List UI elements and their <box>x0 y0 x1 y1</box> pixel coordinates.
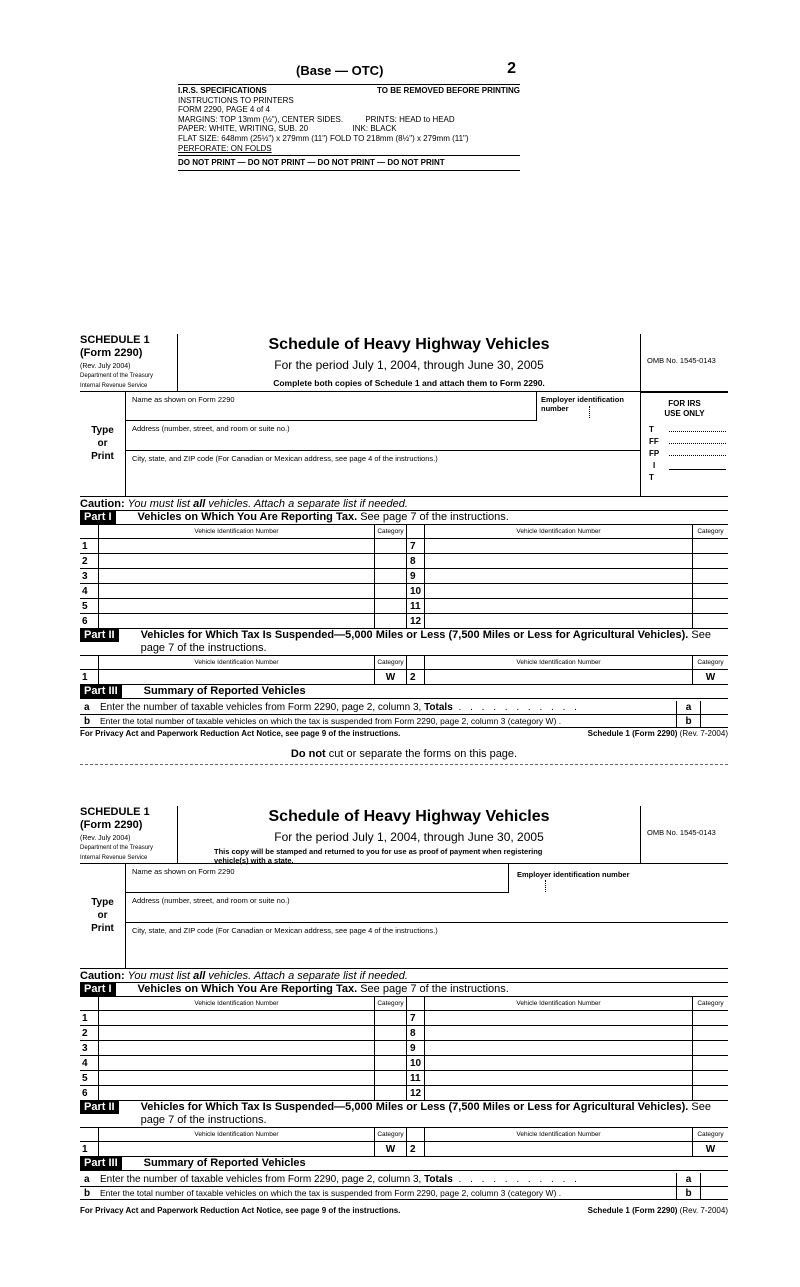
city-field-label: City, state, and ZIP code (For Canadian or Mexican address, see page 4 of the instructions.) <box>132 454 438 463</box>
row-number: 4 <box>82 586 88 597</box>
vehicle-table-header <box>80 525 728 539</box>
row-number: 7 <box>406 1011 424 1025</box>
suspended-row <box>80 1142 728 1157</box>
print-word: Print <box>91 923 114 934</box>
spec-heading-right: TO BE REMOVED BEFORE PRINTING <box>377 86 520 95</box>
name-field-label: Name as shown on Form 2290 <box>132 395 235 404</box>
category-header: Category <box>692 656 728 669</box>
printer-specifications <box>178 60 520 171</box>
category-input[interactable] <box>692 554 728 568</box>
print-word: Print <box>91 451 114 462</box>
category-header: Category <box>374 656 406 669</box>
agency: Internal Revenue Service <box>80 855 148 861</box>
do-not-cut-notice <box>80 748 728 760</box>
row-number: 5 <box>82 601 88 612</box>
vin-input[interactable] <box>98 554 374 568</box>
category-input[interactable] <box>374 1011 406 1025</box>
summary-line-a: a Enter the number of taxable vehicles from Form 2290, page 2, column 3, Totals . . . . . . . . . . . a <box>80 701 728 714</box>
part-1-note: See page 7 of the instructions. <box>357 511 509 523</box>
irs-use-title: FOR IRS <box>668 399 701 408</box>
privacy-notice: For Privacy Act and Paperwork Reduction Act Notice, see page 9 of the instructions. <box>80 729 401 738</box>
part-2-note: See page 7 of the instructions. <box>140 629 711 654</box>
suspended-row <box>80 670 728 685</box>
stamp-note: This copy will be stamped and returned to you for use as proof of payment when registering <box>214 847 543 856</box>
type-word: Type <box>91 897 114 908</box>
or-word: or <box>97 438 108 449</box>
revision-date: (Rev. July 2004) <box>80 835 131 842</box>
vin-input[interactable] <box>98 584 374 598</box>
table-row <box>80 1041 728 1056</box>
line-a-totals: Totals <box>424 1174 453 1185</box>
table-row <box>80 614 728 629</box>
category-input[interactable] <box>692 1071 728 1085</box>
part-3-title: Summary of Reported Vehicles <box>143 685 306 697</box>
spec-heading-left: I.R.S. SPECIFICATIONS <box>178 86 267 95</box>
vin-input[interactable] <box>98 1026 374 1040</box>
category-w: W <box>374 670 406 684</box>
omb-number: OMB No. 1545-0143 <box>640 806 728 864</box>
row-number: 10 <box>406 1056 424 1070</box>
vin-header: Vehicle Identification Number <box>98 997 374 1010</box>
part-2-header <box>80 1101 728 1128</box>
line-b-text: Enter the total number of taxable vehicles on which the tax is suspended from Form 2290, page 2, column 3 (category W) <box>100 716 557 726</box>
row-number: 9 <box>406 1041 424 1055</box>
part-1-label: Part I <box>80 511 116 524</box>
category-input[interactable] <box>374 539 406 553</box>
vin-header: Vehicle Identification Number <box>424 525 692 538</box>
type-word: Type <box>91 425 114 436</box>
category-input[interactable] <box>374 614 406 628</box>
privacy-notice: For Privacy Act and Paperwork Reduction Act Notice, see page 9 of the instructions. <box>80 1206 401 1215</box>
part-1-label: Part I <box>80 983 116 996</box>
form-header <box>80 334 728 392</box>
part-1-title: Vehicles on Which You Are Reporting Tax. <box>137 983 358 995</box>
tax-period: For the period July 1, 2004, through June 30, 2005 <box>274 830 544 844</box>
category-w: W <box>692 670 728 684</box>
footer-form-id: Schedule 1 (Form 2290) <box>587 1206 678 1215</box>
name-field-label: Name as shown on Form 2290 <box>132 867 235 876</box>
taxpayer-identification <box>80 864 728 969</box>
ein-field-label: Employer identification number <box>541 395 624 413</box>
spec-line: PAPER: WHITE, WRITING, SUB. 20 INK: BLACK <box>178 124 397 134</box>
row-number: 6 <box>82 616 88 627</box>
vehicle-table-header <box>80 997 728 1011</box>
vin-input[interactable] <box>98 1071 374 1085</box>
caution-label: Caution: <box>80 970 125 982</box>
spec-line: FLAT SIZE: 648mm (25½") x 279mm (11") FOLD TO 218mm (8½") x 279mm (11") <box>178 133 469 143</box>
category-input[interactable] <box>374 569 406 583</box>
row-number: 2 <box>82 556 88 567</box>
form-footer <box>80 727 728 738</box>
form-title: Schedule of Heavy Highway Vehicles <box>268 808 550 825</box>
name-field[interactable] <box>126 864 508 893</box>
suspended-table-header <box>80 656 728 670</box>
part-3-header <box>80 685 728 699</box>
part-2-header <box>80 629 728 656</box>
table-row <box>80 1056 728 1071</box>
part-2-label: Part II <box>80 629 119 642</box>
part-1-title: Vehicles on Which You Are Reporting Tax. <box>137 511 358 523</box>
part-3-label: Part III <box>80 1157 122 1170</box>
tax-period: For the period July 1, 2004, through June 30, 2005 <box>274 358 544 372</box>
category-input[interactable] <box>692 539 728 553</box>
vin-header: Vehicle Identification Number <box>424 656 692 669</box>
vin-header: Vehicle Identification Number <box>98 1128 374 1141</box>
summary-line-a: a Enter the number of taxable vehicles from Form 2290, page 2, column 3, Totals . . . . . . . . . . . a <box>80 1173 728 1186</box>
category-input[interactable] <box>374 554 406 568</box>
row-number: 2 <box>406 670 424 684</box>
row-number: 10 <box>406 584 424 598</box>
table-row <box>80 1071 728 1086</box>
box-letter: a <box>676 701 700 714</box>
schedule-copy-1 <box>80 334 728 738</box>
caution-line <box>80 497 728 511</box>
form-header <box>80 806 728 864</box>
caution-post: vehicles. Attach a separate list if needed. <box>205 970 408 982</box>
city-state-zip-field[interactable] <box>126 451 640 497</box>
box-letter: b <box>676 1187 700 1200</box>
line-a-answer[interactable] <box>700 1173 728 1186</box>
table-row <box>80 554 728 569</box>
spec-perforate: PERFORATE: ON FOLDS <box>178 143 272 153</box>
row-number: 2 <box>406 1142 424 1156</box>
line-letter: a <box>84 1174 90 1185</box>
form-number: (Form 2290) <box>80 347 143 359</box>
do-not-bold: Do not <box>290 748 326 760</box>
table-row <box>80 539 728 554</box>
ein-field[interactable] <box>508 864 728 893</box>
category-input[interactable] <box>692 1086 728 1100</box>
vin-input[interactable] <box>98 1011 374 1025</box>
vin-input[interactable] <box>424 1026 692 1040</box>
line-b-answer[interactable] <box>700 715 728 728</box>
vin-input[interactable] <box>424 539 692 553</box>
do-not-print-banner: DO NOT PRINT — DO NOT PRINT — DO NOT PRINT — DO NOT PRINT <box>178 155 520 171</box>
caution-all: all <box>193 970 206 982</box>
vin-input[interactable] <box>98 1056 374 1070</box>
line-b-text: Enter the total number of taxable vehicles on which the tax is suspended from Form 2290, page 2, column 3 (category W) <box>100 1188 557 1198</box>
row-number: 8 <box>406 1026 424 1040</box>
vin-input[interactable] <box>98 614 374 628</box>
vin-input[interactable] <box>98 539 374 553</box>
category-input[interactable] <box>692 584 728 598</box>
category-input[interactable] <box>692 1056 728 1070</box>
vin-input[interactable] <box>424 1086 692 1100</box>
schedule-label: SCHEDULE 1 <box>80 806 150 818</box>
vin-input[interactable] <box>424 554 692 568</box>
table-row <box>80 584 728 599</box>
table-row <box>80 599 728 614</box>
table-row <box>80 569 728 584</box>
type-or-print-label <box>80 392 126 497</box>
omb-number: OMB No. 1545-0143 <box>640 334 728 392</box>
row-number: 1 <box>82 541 88 552</box>
form-title: Schedule of Heavy Highway Vehicles <box>268 336 550 353</box>
category-header: Category <box>692 1128 728 1141</box>
address-field[interactable] <box>126 421 640 451</box>
line-letter: a <box>84 702 90 713</box>
vin-input[interactable] <box>424 1041 692 1055</box>
taxpayer-identification <box>80 392 728 497</box>
category-input[interactable] <box>692 569 728 583</box>
row-number: 3 <box>82 571 88 582</box>
footer-form-id: Schedule 1 (Form 2290) <box>587 729 678 738</box>
line-b-answer[interactable] <box>700 1187 728 1200</box>
category-header: Category <box>374 1128 406 1141</box>
caution-line <box>80 969 728 983</box>
category-w: W <box>692 1142 728 1156</box>
category-w: W <box>374 1142 406 1156</box>
city-state-zip-field[interactable] <box>126 923 728 969</box>
row-number: 5 <box>82 1073 88 1084</box>
row-number: 11 <box>406 1071 424 1085</box>
spec-line: MARGINS: TOP 13mm (½"), CENTER SIDES. PRINTS: HEAD to HEAD <box>178 114 455 124</box>
row-number: 1 <box>82 1013 88 1024</box>
vin-input[interactable] <box>424 614 692 628</box>
category-input[interactable] <box>374 1071 406 1085</box>
vin-header: Vehicle Identification Number <box>424 1128 692 1141</box>
table-row <box>80 1011 728 1026</box>
line-a-text: Enter the number of taxable vehicles from Form 2290, page 2, column 3, <box>100 702 425 713</box>
vin-input[interactable] <box>424 1071 692 1085</box>
row-number: 1 <box>82 1144 88 1155</box>
caution-post: vehicles. Attach a separate list if needed. <box>205 498 408 510</box>
category-input[interactable] <box>374 1026 406 1040</box>
row-number: 2 <box>82 1028 88 1039</box>
table-row <box>80 1086 728 1101</box>
cut-line <box>80 764 728 765</box>
row-number: 12 <box>406 614 424 628</box>
spec-title: (Base — OTC) <box>296 63 384 78</box>
stamp-note: vehicle(s) with a state. <box>214 856 294 865</box>
category-input[interactable] <box>374 1086 406 1100</box>
name-field[interactable] <box>126 392 536 421</box>
vin-input[interactable] <box>98 1086 374 1100</box>
category-input[interactable] <box>374 1041 406 1055</box>
vin-header: Vehicle Identification Number <box>424 997 692 1010</box>
city-field-label: City, state, and ZIP code (For Canadian or Mexican address, see page 4 of the instructions.) <box>132 926 438 935</box>
irs-code: I <box>653 461 656 470</box>
vin-header: Vehicle Identification Number <box>98 656 374 669</box>
address-field-label: Address (number, street, and room or suite no.) <box>132 424 290 433</box>
irs-code: FP <box>649 449 660 458</box>
category-input[interactable] <box>692 1041 728 1055</box>
category-input[interactable] <box>692 1011 728 1025</box>
row-number: 8 <box>406 554 424 568</box>
part-1-header <box>80 511 728 525</box>
category-input[interactable] <box>692 1026 728 1040</box>
address-field[interactable] <box>126 893 728 923</box>
box-letter: b <box>676 715 700 728</box>
table-row <box>80 1026 728 1041</box>
part-2-title: Vehicles for Which Tax Is Suspended—5,000 Miles or Less (7,500 Miles or Less for Agricultural Vehicles). <box>140 629 689 641</box>
category-input[interactable] <box>692 614 728 628</box>
part-3-label: Part III <box>80 685 122 698</box>
part-2-label: Part II <box>80 1101 119 1114</box>
part-3-title: Summary of Reported Vehicles <box>143 1157 306 1169</box>
row-number: 3 <box>82 1043 88 1054</box>
part-1-note: See page 7 of the instructions. <box>357 983 509 995</box>
line-letter: b <box>84 716 91 727</box>
line-a-text: Enter the number of taxable vehicles from Form 2290, page 2, column 3, <box>100 1174 425 1185</box>
row-number: 6 <box>82 1088 88 1099</box>
vin-input[interactable] <box>424 1056 692 1070</box>
address-field-label: Address (number, street, and room or suite no.) <box>132 896 290 905</box>
footer-revision: (Rev. 7-2004) <box>677 729 728 738</box>
part-2-title: Vehicles for Which Tax Is Suspended—5,000 Miles or Less (7,500 Miles or Less for Agricultural Vehicles). <box>140 1101 689 1113</box>
row-number: 11 <box>406 599 424 613</box>
category-header: Category <box>374 525 406 538</box>
line-a-totals: Totals <box>424 702 453 713</box>
ein-field[interactable] <box>536 392 640 421</box>
part-1-header <box>80 983 728 997</box>
irs-use-subtitle: USE ONLY <box>664 409 705 418</box>
suspended-table-header <box>80 1128 728 1142</box>
department: Department of the Treasury <box>80 373 154 379</box>
vin-input[interactable] <box>98 599 374 613</box>
caution-pre: You must list <box>127 970 194 982</box>
vin-input[interactable] <box>424 584 692 598</box>
box-letter: a <box>676 1173 700 1186</box>
vin-header: Vehicle Identification Number <box>98 525 374 538</box>
category-input[interactable] <box>374 1056 406 1070</box>
vin-input[interactable] <box>424 1011 692 1025</box>
revision-date: (Rev. July 2004) <box>80 363 131 370</box>
irs-code: FF <box>649 437 659 446</box>
vin-input[interactable] <box>98 1142 374 1156</box>
type-or-print-label <box>80 864 126 969</box>
category-header: Category <box>692 997 728 1010</box>
row-number: 4 <box>82 1058 88 1069</box>
summary-line-b: b Enter the total number of taxable vehicles on which the tax is suspended from Form 2290, page 2, column 3 (category W) . b <box>80 714 728 727</box>
vin-input[interactable] <box>98 670 374 684</box>
footer-revision: (Rev. 7-2004) <box>677 1206 728 1215</box>
spec-page-number: 2 <box>507 60 516 77</box>
irs-code: T <box>649 425 654 434</box>
line-a-answer[interactable] <box>700 701 728 714</box>
schedule-copy-2 <box>80 806 728 1215</box>
vin-input[interactable] <box>424 599 692 613</box>
vin-input[interactable] <box>98 569 374 583</box>
summary-line-b: b Enter the total number of taxable vehicles on which the tax is suspended from Form 2290, page 2, column 3 (category W) . b <box>80 1186 728 1200</box>
department: Department of the Treasury <box>80 845 154 851</box>
vin-input[interactable] <box>98 1041 374 1055</box>
spec-heading <box>178 84 520 96</box>
form-footer <box>80 1200 728 1215</box>
category-input[interactable] <box>374 599 406 613</box>
form-number: (Form 2290) <box>80 819 143 831</box>
schedule-label: SCHEDULE 1 <box>80 334 150 346</box>
vin-input[interactable] <box>424 569 692 583</box>
attach-note: Complete both copies of Schedule 1 and attach them to Form 2290. <box>273 378 545 388</box>
vin-input[interactable] <box>424 1142 692 1156</box>
row-number: 9 <box>406 569 424 583</box>
do-not-rest: cut or separate the forms on this page. <box>325 748 518 760</box>
category-header: Category <box>374 997 406 1010</box>
agency: Internal Revenue Service <box>80 383 148 389</box>
row-number: 7 <box>406 539 424 553</box>
row-number: 12 <box>406 1086 424 1100</box>
or-word: or <box>97 910 108 921</box>
caution-label: Caution: <box>80 498 125 510</box>
caution-all: all <box>193 498 206 510</box>
spec-line: INSTRUCTIONS TO PRINTERS <box>178 95 294 105</box>
category-input[interactable] <box>692 599 728 613</box>
part-3-header <box>80 1157 728 1171</box>
caution-pre: You must list <box>127 498 194 510</box>
spec-line: FORM 2290, PAGE 4 of 4 <box>178 105 270 115</box>
irs-code: T <box>649 473 654 482</box>
category-header: Category <box>692 525 728 538</box>
ein-field-label: Employer identification number <box>517 870 630 879</box>
category-input[interactable] <box>374 584 406 598</box>
part-2-note: See page 7 of the instructions. <box>140 1101 711 1126</box>
line-letter: b <box>84 1188 91 1199</box>
irs-use-only-box <box>640 392 728 497</box>
vin-input[interactable] <box>424 670 692 684</box>
row-number: 1 <box>82 672 88 683</box>
